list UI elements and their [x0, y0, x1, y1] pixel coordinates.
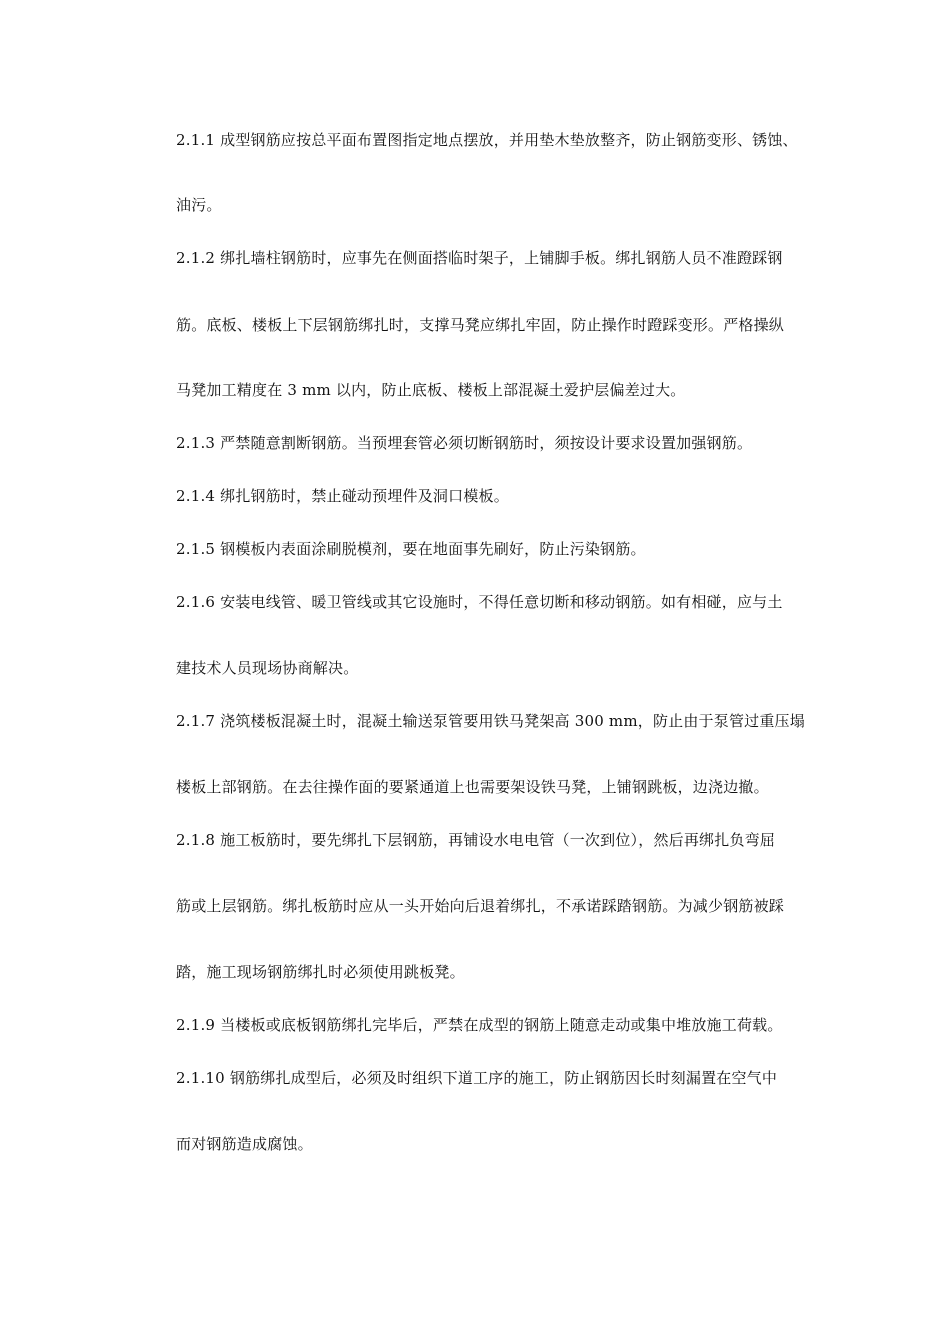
text-line: 而对钢筋造成腐蚀。: [176, 1135, 313, 1153]
text-line: 2.1.7 浇筑楼板混凝土时，混凝土输送泵管要用铁马凳架高 300 mm，防止由于泵管过重压塌: [176, 712, 805, 730]
text-line: 楼板上部钢筋。在去往操作面的要紧通道上也需要架设铁马凳，上铺钢跳板，边浇边撤。: [176, 778, 769, 796]
text-line: 油污。: [176, 196, 222, 214]
text-line: 2.1.9 当楼板或底板钢筋绑扎完毕后，严禁在成型的钢筋上随意走动或集中堆放施工荷载。: [176, 1016, 783, 1034]
text-line: 筋。底板、楼板上下层钢筋绑扎时，支撑马凳应绑扎牢固，防止操作时蹬踩变形。严格操纵: [176, 316, 785, 334]
text-line: 建技术人员现场协商解决。: [176, 659, 359, 677]
text-line: 2.1.5 钢模板内表面涂刷脱模剂，要在地面事先刷好，防止污染钢筋。: [176, 540, 646, 558]
text-line: 马凳加工精度在 3 mm 以内，防止底板、楼板上部混凝土爱护层偏差过大。: [176, 381, 686, 399]
text-line: 2.1.3 严禁随意割断钢筋。当预埋套管必须切断钢筋时，须按设计要求设置加强钢筋。: [176, 434, 753, 452]
text-line: 2.1.10 钢筋绑扎成型后，必须及时组织下道工序的施工，防止钢筋因长时刻漏置在空气中: [176, 1069, 778, 1087]
text-line: 2.1.1 成型钢筋应按总平面布置图指定地点摆放，并用垫木垫放整齐，防止钢筋变形、锈蚀、: [176, 131, 798, 149]
text-line: 2.1.8 施工板筋时，要先绑扎下层钢筋，再铺设水电电管（一次到位），然后再绑扎负弯屈: [176, 831, 776, 849]
text-line: 踏，施工现场钢筋绑扎时必须使用跳板凳。: [176, 963, 465, 981]
text-line: 筋或上层钢筋。绑扎板筋时应从一头开始向后退着绑扎，不承诺踩踏钢筋。为减少钢筋被踩: [176, 897, 785, 915]
text-line: 2.1.2 绑扎墙柱钢筋时，应事先在侧面搭临时架子，上铺脚手板。绑扎钢筋人员不准蹬踩钢: [176, 249, 783, 267]
text-line: 2.1.4 绑扎钢筋时，禁止碰动预埋件及洞口模板。: [176, 487, 509, 505]
text-line: 2.1.6 安装电线管、暖卫管线或其它设施时，不得任意切断和移动钢筋。如有相碰，应与土: [176, 593, 783, 611]
